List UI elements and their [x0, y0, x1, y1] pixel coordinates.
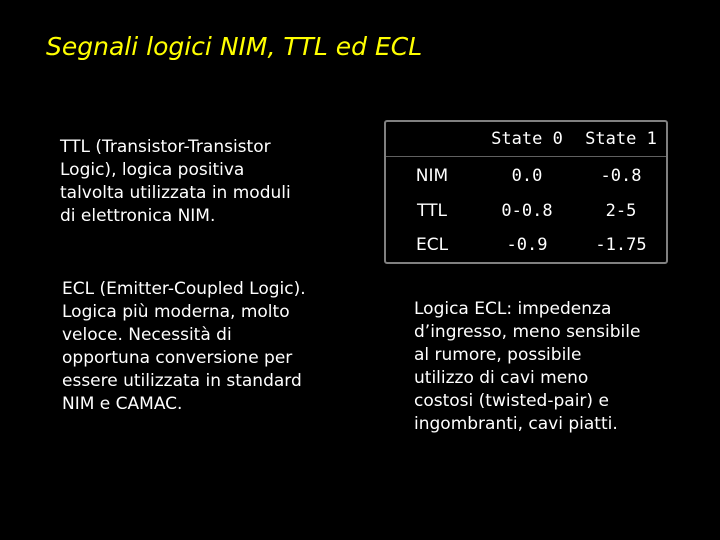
ttl-state-0: 0-0.8: [501, 200, 553, 221]
row-label-nim: NIM: [415, 166, 449, 187]
row-label-ecl: ECL: [415, 234, 449, 255]
ecl-description: ECL (Emitter-Coupled Logic). Logica più moderna, molto veloce. Necessità di opportuna conversione per essere utilizzata in standard NIM e CAMAC.: [62, 279, 306, 414]
table-row-nim: [386, 157, 666, 194]
ttl-state-1: 2-5: [605, 200, 637, 221]
slide-title: Segnali logici NIM, TTL ed ECL: [46, 32, 423, 61]
state-table: [386, 122, 666, 262]
row-label-ttl: TTL: [417, 200, 447, 221]
nim-state-0: 0.0: [511, 166, 543, 187]
header-corner: [386, 122, 478, 157]
table-row-ecl: [386, 228, 666, 262]
logic-state-table: [384, 120, 668, 264]
ecl-state-1: -1.75: [595, 234, 647, 255]
table-header-row: [386, 122, 666, 157]
header-state-1: State 1: [576, 122, 666, 157]
header-state-0: State 0: [478, 122, 576, 157]
ecl-notes: Logica ECL: impedenza d’ingresso, meno sensibile al rumore, possibile utilizzo di cavi meno costosi (twisted-pair) e ingombranti, cavi piatti.: [414, 299, 641, 434]
table-row-ttl: [386, 193, 666, 227]
ttl-description: TTL (Transistor-Transistor Logic), logica positiva talvolta utilizzata in moduli di elettronica NIM.: [60, 137, 291, 226]
nim-state-1: -0.8: [600, 166, 642, 187]
ecl-state-0: -0.9: [506, 234, 548, 255]
